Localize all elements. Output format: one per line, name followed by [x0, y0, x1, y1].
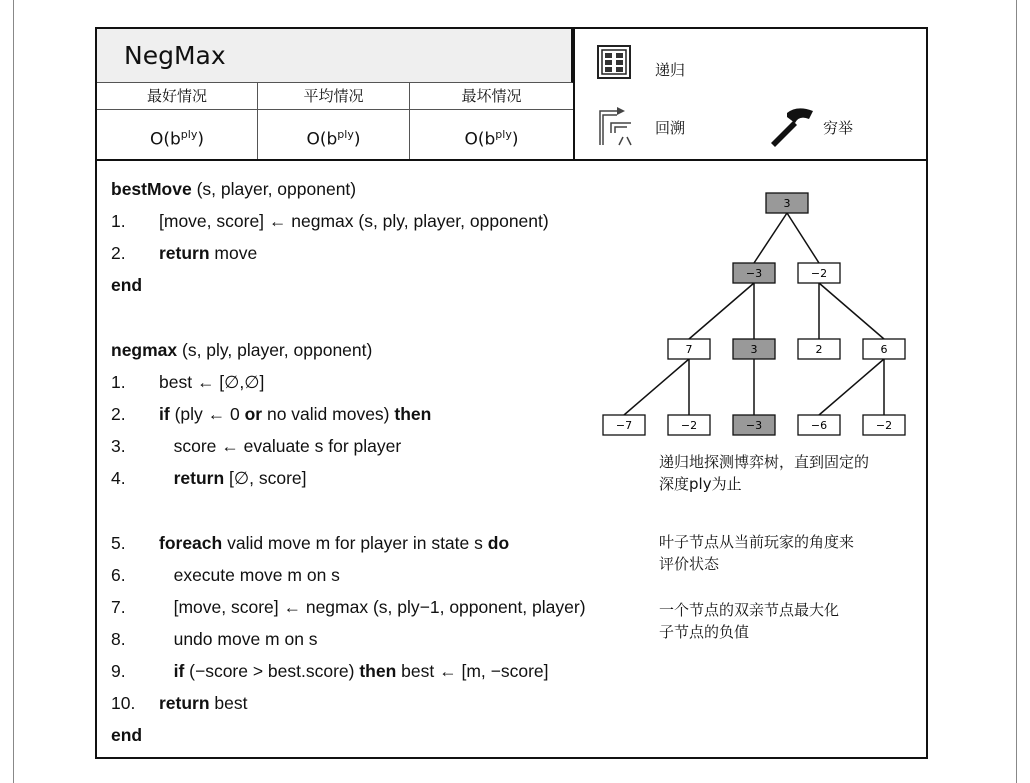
backtrack-icon	[597, 103, 635, 151]
negmax-end: end	[111, 725, 143, 745]
tree-node-l2-1-value: 3	[750, 343, 758, 356]
note-recursion: 递归地探测博弈树，直到固定的 深度ply为止	[659, 453, 870, 493]
worst-case-complexity: $O(b^{ply})$	[464, 128, 519, 150]
card-body: bestMove (s, player, opponent) 1. [move, score] ← negmax (s, ply, player, opponent) 2. return move end negmax (s, ply, player, opponent) 1. best ← [∅,∅] 2. if (ply ← 0 or no valid moves) then 3. score ← evaluate s for player 4. return [∅, score] 5. foreach valid move m for player in state s do 6. execute move m on s 7. [move, score] ← negmax (s, ply−1, opponent, player) 8. undo move m on s 9. if (−score > best.score) then best ← [m, −score] 10. return best end 递归地探测博弈树，直到固定的 深度ply为止 叶子节点从当前玩家的角度来 评价状态 一个节点的双亲节点最大化 子节点的负值 3 −3 −2 7 3 2 6 −7 −2 −3 −6 −2	[97, 161, 926, 757]
average-case-complexity: $O(b^{ply})$	[258, 110, 410, 159]
bestmove-signature: bestMove (s, player, opponent)	[111, 179, 357, 199]
tree-node-l1-0-value: −3	[745, 267, 763, 280]
tree-node-l3-3-value: −6	[810, 419, 828, 432]
tree-node-l2-3-value: 6	[880, 343, 888, 356]
tree-node-l3-1-value: −2	[680, 419, 698, 432]
page-edge-left	[13, 0, 14, 783]
legend-pane	[573, 29, 926, 159]
tree-node-l3-2-value: −3	[745, 419, 763, 432]
brute-force-label: 穷举	[823, 119, 854, 137]
worst-case-label: 最坏情况	[410, 83, 573, 110]
best-case-label: 最好情况	[97, 83, 258, 110]
recursion-icon	[597, 45, 631, 83]
tree-edge	[819, 359, 884, 415]
tree-edge	[819, 283, 884, 339]
tree-node-l2-0-value: 7	[685, 343, 693, 356]
backtrack-label: 回溯	[655, 119, 686, 137]
tree-edge	[754, 213, 787, 263]
tree-node-l3-4-value: −2	[875, 419, 893, 432]
average-case-label: 平均情况	[258, 83, 410, 110]
recursion-label: 递归	[655, 61, 686, 79]
negmax-signature: negmax (s, ply, player, opponent)	[111, 340, 373, 360]
title-cell	[97, 29, 573, 83]
card-header	[97, 29, 926, 161]
game-tree	[597, 191, 917, 441]
tree-edge	[787, 213, 819, 263]
best-case-complexity: $O(b^{ply})$	[97, 110, 258, 159]
page-edge-right	[1016, 0, 1017, 783]
tree-edge	[624, 359, 689, 415]
tree-node-l3-0-value: −7	[615, 419, 633, 432]
tree-node-root-value: 3	[783, 197, 791, 210]
tree-edge	[689, 283, 754, 339]
note-leaf: 叶子节点从当前玩家的角度来 评价状态	[659, 533, 855, 573]
bestmove-end: end	[111, 275, 143, 295]
hammer-icon	[767, 105, 815, 151]
note-parent: 一个节点的双亲节点最大化 子节点的负值	[659, 601, 840, 641]
page-title: NegMax	[124, 41, 226, 70]
tree-node-l1-1-value: −2	[810, 267, 828, 280]
tree-node-l2-2-value: 2	[815, 343, 823, 356]
algorithm-card	[95, 27, 928, 759]
